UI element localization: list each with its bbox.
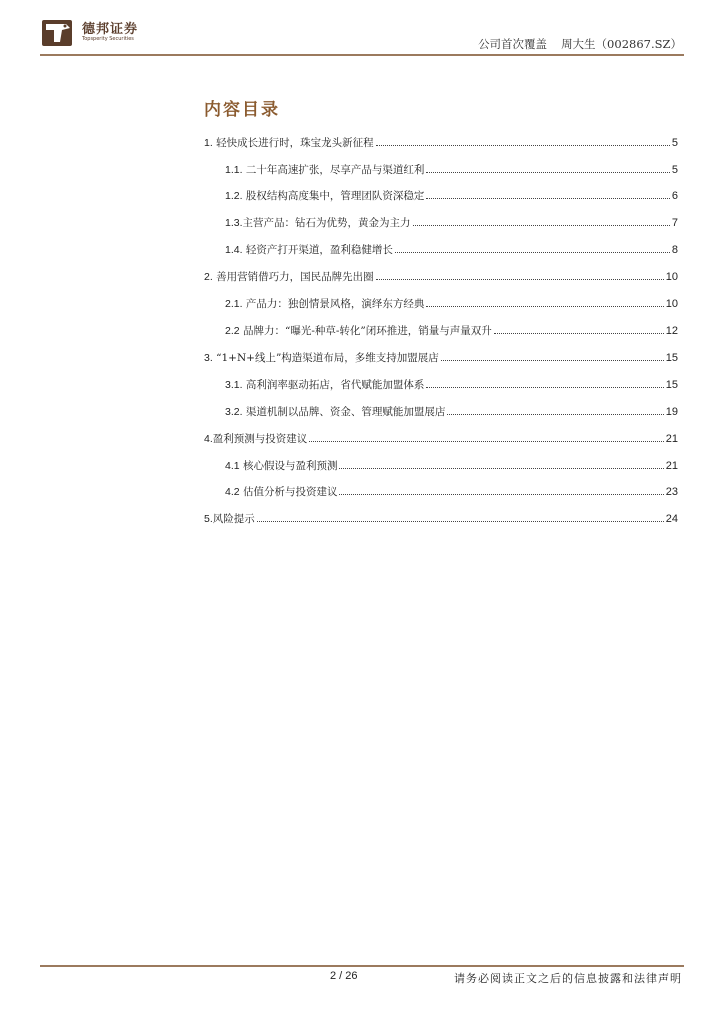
toc-leader (426, 306, 663, 307)
toc-entry-number: 1.3. (225, 217, 243, 229)
toc-entry-text: 二十年高速扩张，尽享产品与渠道红利 (245, 164, 425, 176)
toc-leader (339, 494, 663, 495)
toc-entry-number: 2.2 (225, 325, 240, 337)
toc-entry-page: 5 (671, 164, 678, 176)
header-divider (40, 54, 684, 56)
toc-leader (257, 521, 664, 522)
toc-leader (441, 360, 664, 361)
toc-leader (426, 387, 663, 388)
toc-entry-text: 核心假设与盈利预测 (242, 460, 338, 472)
toc-entry[interactable] (204, 431, 678, 447)
toc-entry-number: 3. (204, 352, 213, 364)
toc-leader (426, 172, 670, 173)
toc-entry-page: 19 (665, 406, 678, 418)
toc-entry[interactable] (225, 188, 678, 204)
toc-leader (339, 468, 663, 469)
toc-entry[interactable] (225, 323, 678, 339)
toc-entry-page: 23 (665, 486, 678, 498)
toc-entry[interactable] (204, 511, 678, 527)
toc-entry-text: 轻资产打开渠道，盈利稳健增长 (245, 244, 393, 256)
stock-name: 周大生（002867.SZ） (561, 37, 682, 51)
toc-entry-page: 6 (671, 190, 678, 202)
legal-disclaimer: 请务必阅读正文之后的信息披露和法律声明 (454, 972, 682, 985)
toc-entry-page: 21 (665, 433, 678, 445)
toc-leader (494, 333, 664, 334)
toc-entry-number: 1.2. (225, 190, 243, 202)
toc-entry[interactable] (225, 296, 678, 312)
toc-entry-number: 2.1. (225, 298, 243, 310)
toc-entry-page: 8 (671, 244, 678, 256)
toc-entry[interactable] (225, 242, 678, 258)
toc-entry-page: 10 (665, 298, 678, 310)
company-logo (40, 14, 160, 50)
toc-entry-number: 1.4. (225, 244, 243, 256)
toc-leader (413, 225, 670, 226)
toc-entry-text: 估值分析与投资建议 (242, 486, 338, 498)
toc-leader (426, 198, 670, 199)
toc-entry-number: 2. (204, 271, 213, 283)
toc-leader (376, 279, 664, 280)
toc-entry-text: 渠道机制以品牌、资金、管理赋能加盟展店 (245, 406, 446, 418)
toc-entry-page: 10 (665, 271, 678, 283)
footer-divider (40, 965, 684, 967)
toc-entry-text: 主营产品：钻石为优势，黄金为主力 (242, 217, 411, 229)
toc-entry[interactable] (204, 135, 678, 151)
toc-entry-text: 轻快成长进行时，珠宝龙头新征程 (216, 137, 374, 149)
toc-entry-text: 善用营销借巧力，国民品牌先出圈 (216, 271, 374, 283)
toc-entry-page: 21 (665, 460, 678, 472)
toc-entry-number: 3.1. (225, 379, 243, 391)
toc-leader (376, 145, 670, 146)
toc-entry-number: 5. (204, 513, 213, 525)
toc-leader (395, 252, 670, 253)
toc-entry-page: 5 (671, 137, 678, 149)
toc-leader (447, 414, 663, 415)
toc-entry-number: 4.1 (225, 460, 240, 472)
toc-entry[interactable] (225, 377, 678, 393)
toc-entry-text: 高利润率驱动拓店，省代赋能加盟体系 (245, 379, 425, 391)
toc-entry-page: 15 (665, 379, 678, 391)
toc-entry-number: 4. (204, 433, 213, 445)
toc-entry-text: 产品力：独创情景风格，演绎东方经典 (245, 298, 425, 310)
page-header (0, 0, 724, 60)
report-type: 公司首次覆盖 (478, 37, 548, 51)
toc-entry[interactable] (204, 350, 678, 366)
toc-entry-page: 24 (665, 513, 678, 525)
toc-entry-text: 盈利预测与投资建议 (212, 433, 308, 445)
toc-entry-page: 15 (665, 352, 678, 364)
report-info (478, 36, 682, 52)
toc-entry-number: 1. (204, 137, 213, 149)
toc-entry-number: 4.2 (225, 486, 240, 498)
company-name-en: Topsperity Securities (82, 36, 134, 42)
toc-entry-page: 12 (665, 325, 678, 337)
toc-entry-text: 股权结构高度集中，管理团队资深稳定 (245, 190, 425, 202)
toc-entry[interactable] (225, 458, 678, 474)
logo-icon (40, 14, 76, 50)
toc-entry[interactable] (225, 484, 678, 500)
toc-entry-number: 1.1. (225, 164, 243, 176)
toc-entry-page: 7 (671, 217, 678, 229)
toc-title: 内容目录 (204, 100, 280, 120)
toc-entry[interactable] (204, 269, 678, 285)
toc-entry[interactable] (225, 404, 678, 420)
page-number: 2 / 26 (330, 970, 358, 982)
toc-entry-text: 品牌力：“曝光-种草-转化”闭环推进，销量与声量双升 (242, 325, 492, 337)
toc-entry[interactable] (225, 162, 678, 178)
toc-entry-text: “1+N+线上”构造渠道布局，多维支持加盟展店 (216, 352, 439, 364)
toc-entry-text: 风险提示 (212, 513, 255, 525)
toc-entry-number: 3.2. (225, 406, 243, 418)
company-name-cn: 德邦证券 (82, 22, 139, 37)
toc-leader (309, 441, 663, 442)
toc-entry[interactable] (225, 215, 678, 231)
